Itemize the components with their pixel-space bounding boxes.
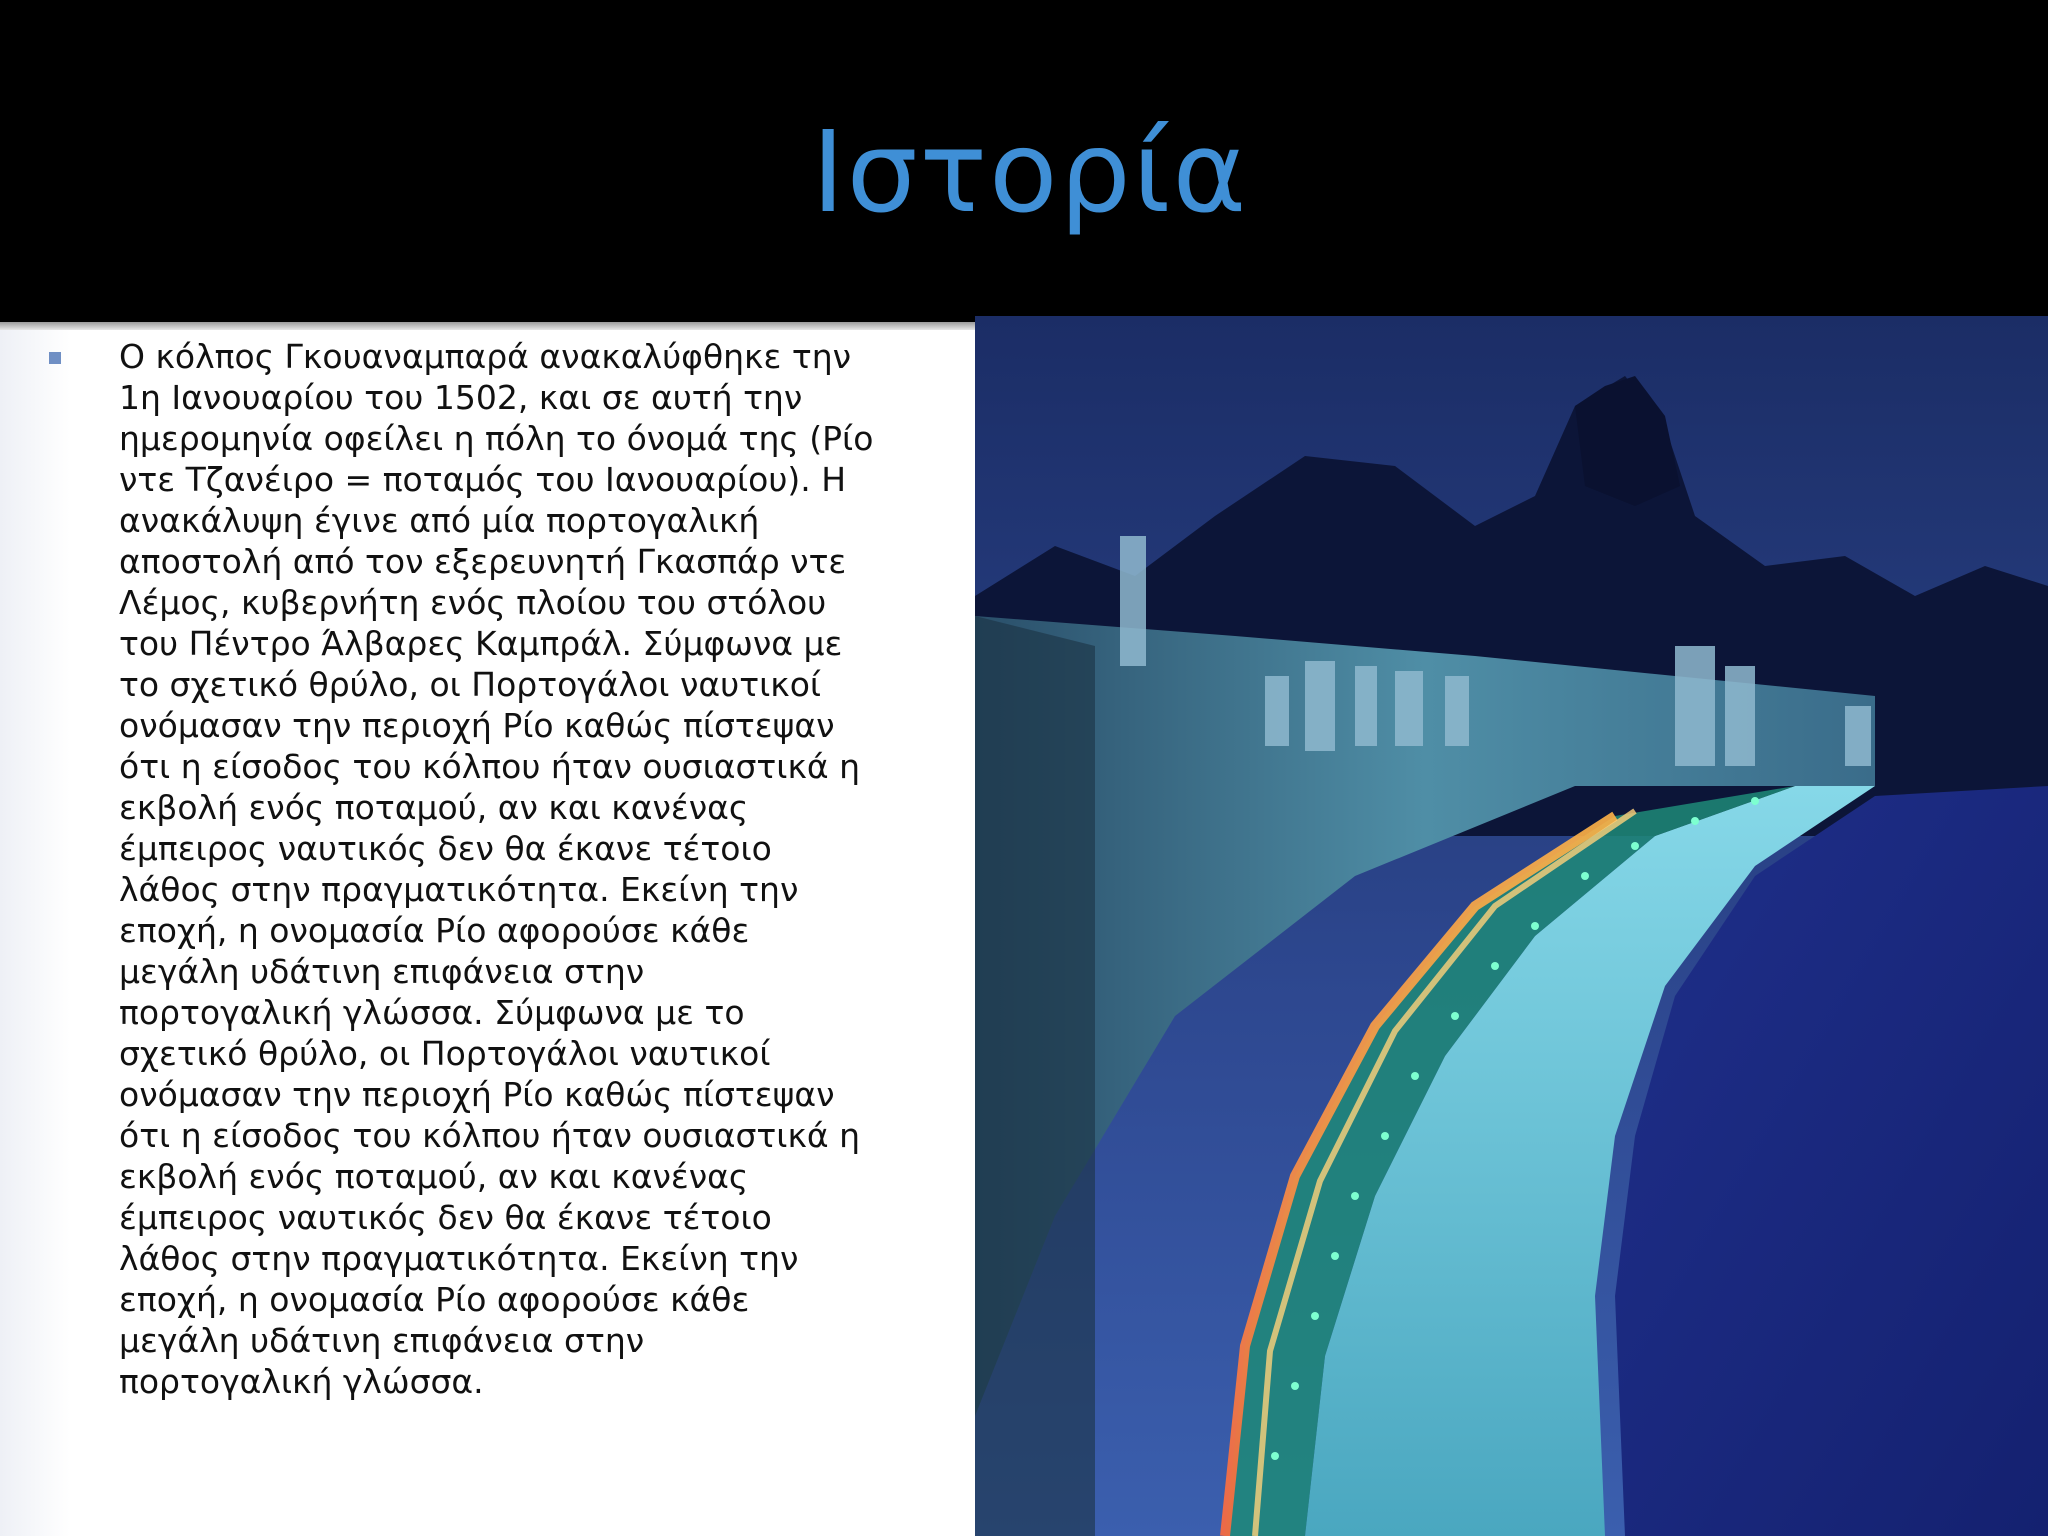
- divider: [0, 322, 975, 330]
- bullet-square-icon: [49, 352, 61, 364]
- body-paragraph: Ο κόλπος Γκουαναμπαρά ανακαλύφθηκε την 1η Ιανουαρίου του 1502, και σε αυτή την ημερομηνία οφείλει η πόλη το όνομά της (Ρίο ντε Τζανέιρο = ποταμός του Ιανουαρίου). Η ανακάλυψη έγινε από μία πορτογαλική αποστολή από τον εξερευνητή Γκασπάρ ντε Λέμος, κυβερνήτη ενός πλοίου του στόλου του Πέντρο Άλβαρες Καμπράλ. Σύμφωνα με το σχετικό θρύλο, οι Πορτογάλοι ναυτικοί ονόμασαν την περιοχή Ρίο καθώς πίστεψαν ότι η είσοδος του κόλπου ήταν ουσιαστικά η εκβολή ενός ποταμού, αν και κανένας έμπειρος ναυτικός δεν θα έκανε τέτοιο λάθος στην πραγματικότητα. Εκείνη την εποχή, η ονομασία Ρίο αφορούσε κάθε μεγάλη υδάτινη επιφάνεια στην πορτογαλική γλώσσα. Σύμφωνα με το σχετικό θρύλο, οι Πορτογάλοι ναυτικοί ονόμασαν την περιοχή Ρίο καθώς πίστεψαν ότι η είσοδος του κόλπου ήταν ουσιαστικά η εκβολή ενός ποταμού, αν και κανένας έμπειρος ναυτικός δεν θα έκανε τέτοιο λάθος στην πραγματικότητα. Εκείνη την εποχή, η ονομασία Ρίο αφορούσε κάθε μεγάλη υδάτινη επιφάνεια στην πορτογαλική γλώσσα.: [119, 337, 874, 1401]
- copacabana-night-photo: [975, 316, 2048, 1536]
- slide-title: Ιστορία: [811, 108, 1249, 238]
